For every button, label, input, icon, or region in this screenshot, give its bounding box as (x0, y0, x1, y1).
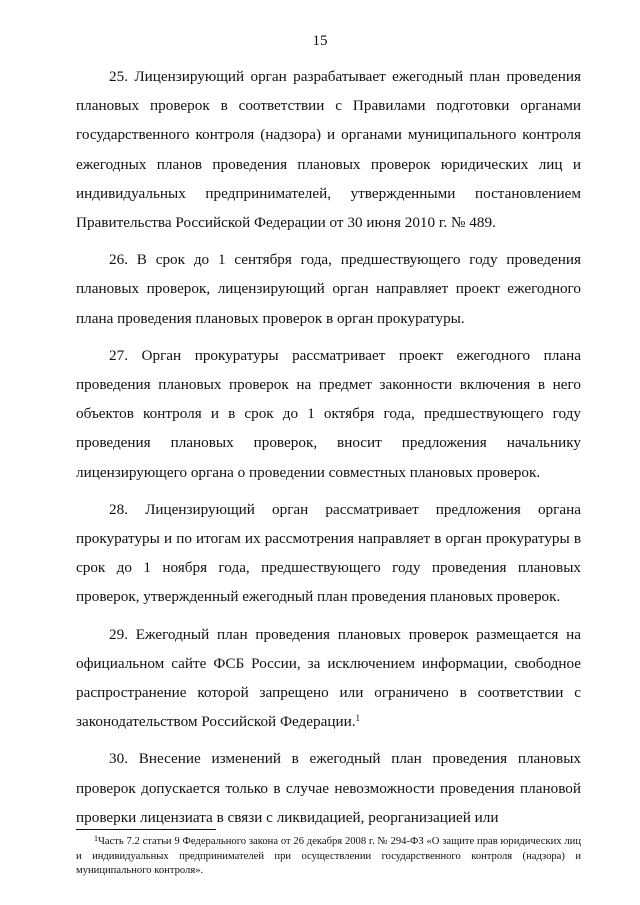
footnote-separator (76, 829, 216, 830)
page-number: 15 (312, 33, 328, 49)
footnote-text: Часть 7.2 статьи 9 Федерального закона от 26 декабря 2008 г. № 294-ФЗ «О защите прав юридических лиц и индивидуальных предпринимателей при осуществлении государственного контроля (надзора) и муниципального контроля». (76, 836, 581, 876)
paragraph-25: 25. Лицензирующий орган разрабатывает ежегодный план проведения плановых проверок в соответствии с Правилами подготовки органами государственного контроля (надзора) и органами муниципального контроля ежегодных планов проведения плановых проверок юридических лиц и индивидуальных предпринимателей, утвержденными постановлением Правительства Российской Федерации от 30 июня 2010 г. № 489. (76, 68, 581, 232)
document-body (76, 62, 581, 832)
paragraph-29 (76, 620, 581, 737)
footnote-mark: 1 (94, 834, 98, 843)
footnote (76, 835, 581, 879)
paragraph-30: 30. Внесение изменений в ежегодный план проведения плановых проверок допускается только в случае невозможности проведения плановой проверки лицензиата в связи с ликвидацией, реорганизацией или (76, 750, 581, 826)
paragraph-27: 27. Орган прокуратуры рассматривает проект ежегодного плана проведения плановых проверок на предмет законности включения в него объектов контроля и в срок до 1 октября года, предшествующего году проведения плановых проверок, вносит предложения начальнику лицензирующего органа о проведении совместных плановых проверок. (76, 346, 581, 481)
paragraph-28: 28. Лицензирующий орган рассматривает предложения органа прокуратуры и по итогам их рассмотрения направляет в орган прокуратуры в срок до 1 ноября года, предшествующего году проведения плановых проверок, утвержденный ежегодный план проведения плановых проверок. (76, 500, 581, 606)
paragraph-26: 26. В срок до 1 сентября года, предшествующего году проведения плановых проверок, лицензирующий орган направляет проект ежегодного плана проведения плановых проверок в орган прокуратуры. (76, 251, 581, 327)
paragraph-29-text: 29. Ежегодный план проведения плановых проверок размещается на официальном сайте ФСБ России, за исключением информации, свободное распространение которой запрещено или ограничено в соответствии с законодательством Российской Федерации. (76, 625, 581, 731)
footnote-reference[interactable]: 1 (355, 713, 361, 724)
